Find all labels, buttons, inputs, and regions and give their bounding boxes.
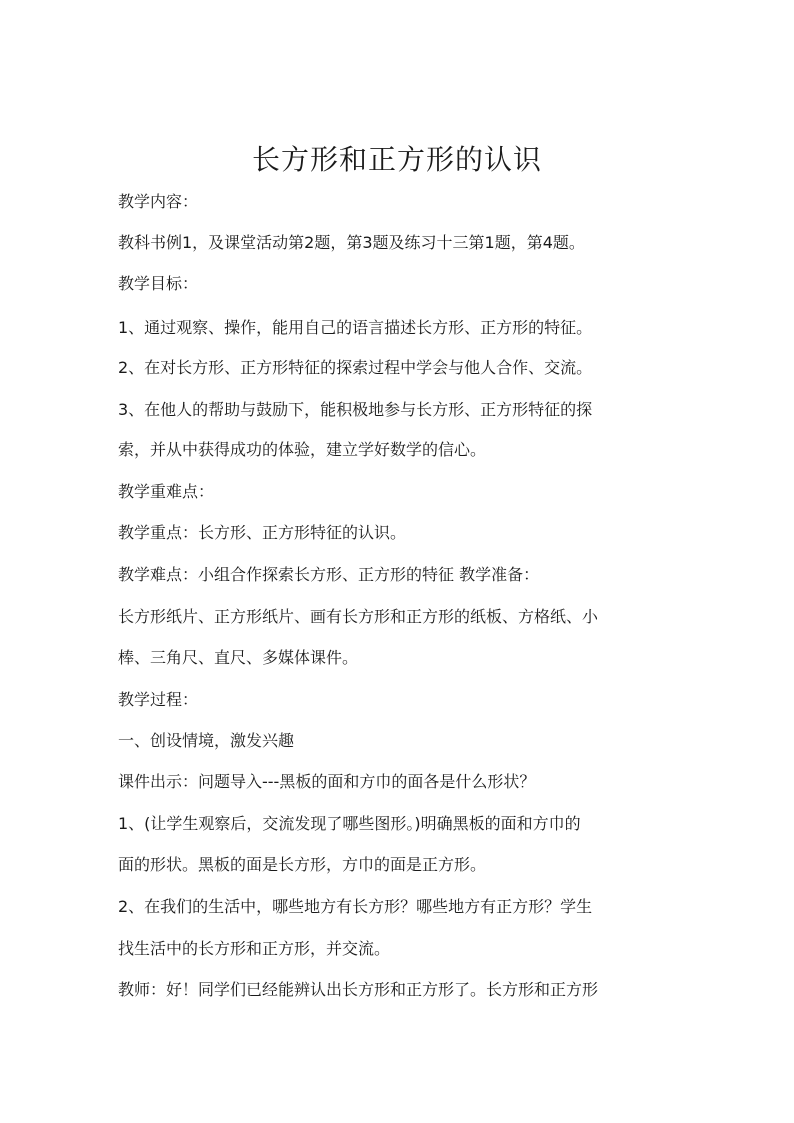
step-heading-1: 一、创设情境，激发兴趣 xyxy=(118,731,295,750)
activity-1-line-2: 面的形状。黑板的面是长方形，方巾的面是正方形。 xyxy=(118,855,487,874)
key-point: 教学重点：长方形、正方形特征的认识。 xyxy=(118,523,407,542)
section-heading-key-points: 教学重难点： xyxy=(118,482,215,501)
section-heading-objectives: 教学目标： xyxy=(118,274,199,293)
objective-3-line-1: 3、在他人的帮助与鼓励下，能积极地参与长方形、正方形特征的探 xyxy=(118,400,593,419)
courseware-prompt: 课件出示：问题导入---黑板的面和方巾的面各是什么形状？ xyxy=(118,772,536,791)
activity-2-line-1: 2、在我们的生活中，哪些地方有长方形？哪些地方有正方形？学生 xyxy=(118,897,593,916)
teacher-remark: 教师：好！同学们已经能辨认出长方形和正方形了。长方形和正方形 xyxy=(118,980,599,999)
section-heading-content: 教学内容： xyxy=(118,192,199,211)
section-heading-process: 教学过程： xyxy=(118,690,199,709)
difficult-point: 教学难点：小组合作探索长方形、正方形的特征 教学准备： xyxy=(118,565,540,584)
document-title: 长方形和正方形的认识 xyxy=(251,143,542,176)
objective-1: 1、通过观察、操作，能用自己的语言描述长方形、正方形的特征。 xyxy=(118,318,593,337)
objective-2: 2、在对长方形、正方形特征的探索过程中学会与他人合作、交流。 xyxy=(118,358,593,377)
materials-line-2: 棒、三角尺、直尺、多媒体课件。 xyxy=(118,648,359,667)
objective-3-line-2: 索，并从中获得成功的体验，建立学好数学的信心。 xyxy=(118,440,487,459)
content-text: 教科书例1，及课堂活动第2题，第3题及练习十三第1题，第4题。 xyxy=(118,233,585,252)
activity-2-line-2: 找生活中的长方形和正方形，并交流。 xyxy=(118,939,391,958)
materials-line-1: 长方形纸片、正方形纸片、画有长方形和正方形的纸板、方格纸、小 xyxy=(118,607,599,626)
activity-1-line-1: 1、(让学生观察后，交流发现了哪些图形。)明确黑板的面和方巾的 xyxy=(118,814,581,833)
